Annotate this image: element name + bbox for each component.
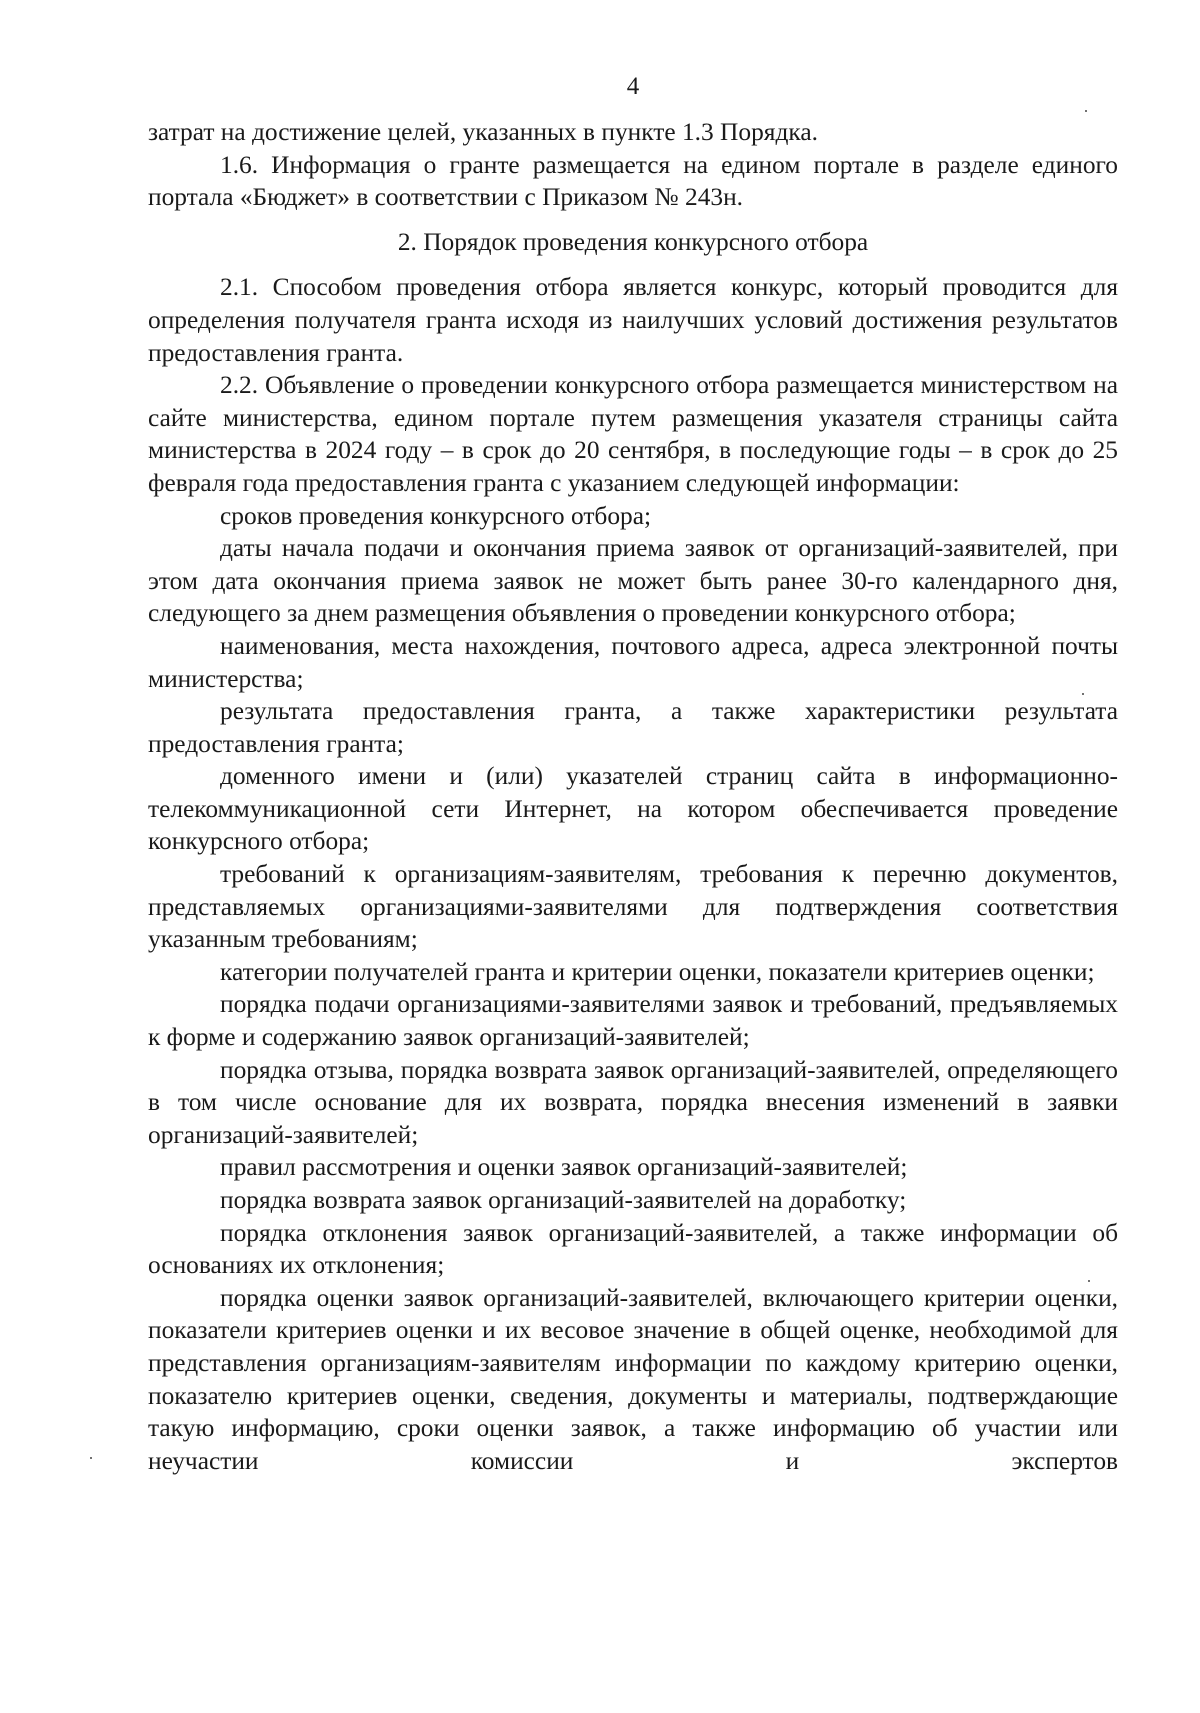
scan-speck	[90, 1457, 92, 1459]
list-item: порядка отклонения заявок организаций-заявителей, а также информации об основаниях их отклонения;	[148, 1218, 1118, 1280]
list-item: сроков проведения конкурсного отбора;	[220, 501, 652, 530]
list-item: порядка возврата заявок организаций-заявителей на доработку;	[220, 1186, 907, 1214]
list-item: результата предоставления гранта, а также характеристики результата предоставления гранта;	[148, 697, 1118, 758]
paragraph: 2.2. Объявление о проведении конкурсного отбора размещается министерством на сайте министерства, едином портале путем размещения указателя страницы сайта министерства в 2024 году – в срок до 20 сентября, в последующие годы – в срок до 25 февраля года предоставления гранта с указанием следующей информации:	[148, 371, 1118, 497]
list-item: порядка подачи организациями-заявителями заявок и требований, предъявляемых к форме и содержанию заявок организаций-заявителей;	[148, 990, 1118, 1052]
paragraph: 1.6. Информация о гранте размещается на едином портале в разделе единого портала «Бюджет» в соответствии с Приказом № 243н.	[148, 150, 1118, 212]
scan-speck	[1088, 1280, 1090, 1282]
list-item: доменного имени и (или) указателей страниц сайта в информационно-телекоммуникационной сети Интернет, на котором обеспечивается проведение конкурсного отбора;	[148, 762, 1118, 856]
paragraph: затрат на достижение целей, указанных в пункте 1.3 Порядка.	[148, 118, 818, 146]
list-item: даты начала подачи и окончания приема заявок от организаций-заявителей, при этом дата окончания приема заявок не может быть ранее 30-го календарного дня, следующего за днем размещения объявления о проведении конкурсного отбора;	[148, 534, 1118, 628]
page-number: 4	[626, 73, 640, 100]
list-item: порядка отзыва, порядка возврата заявок организаций-заявителей, определяющего в том числе основание для их возврата, порядка внесения изменений в заявки организаций-заявителей;	[148, 1055, 1118, 1149]
scan-speck	[1082, 693, 1084, 695]
list-item: требований к организациям-заявителям, требования к перечню документов, представляемых организациями-заявителями для подтверждения соответствия указанным требованиям;	[148, 860, 1118, 954]
list-item: наименования, места нахождения, почтового адреса, адреса электронной почты министерства;	[148, 631, 1118, 693]
section-heading: 2. Порядок проведения конкурсного отбора	[397, 227, 869, 256]
list-item: категории получателей гранта и критерии оценки, показатели критериев оценки;	[220, 957, 1095, 986]
document-body	[148, 116, 1118, 1477]
paragraph: 2.1. Способом проведения отбора является конкурс, который проводится для определения получателя гранта исходя из наилучших условий достижения результатов предоставления гранта.	[148, 273, 1118, 367]
scan-speck	[1085, 110, 1087, 112]
list-item: порядка оценки заявок организаций-заявителей, включающего критерии оценки, показатели критериев оценки и их весовое значение в общей оценке, необходимой для представления организациям-заявителям информации по каждому критерию оценки, показателю критериев оценки, сведения, документы и материалы, подтверждающие такую информацию, сроки оценки заявок, а также информацию об участии или неучастии комиссии и экспертов	[148, 1283, 1118, 1475]
list-item: правил рассмотрения и оценки заявок организаций-заявителей;	[220, 1153, 908, 1182]
